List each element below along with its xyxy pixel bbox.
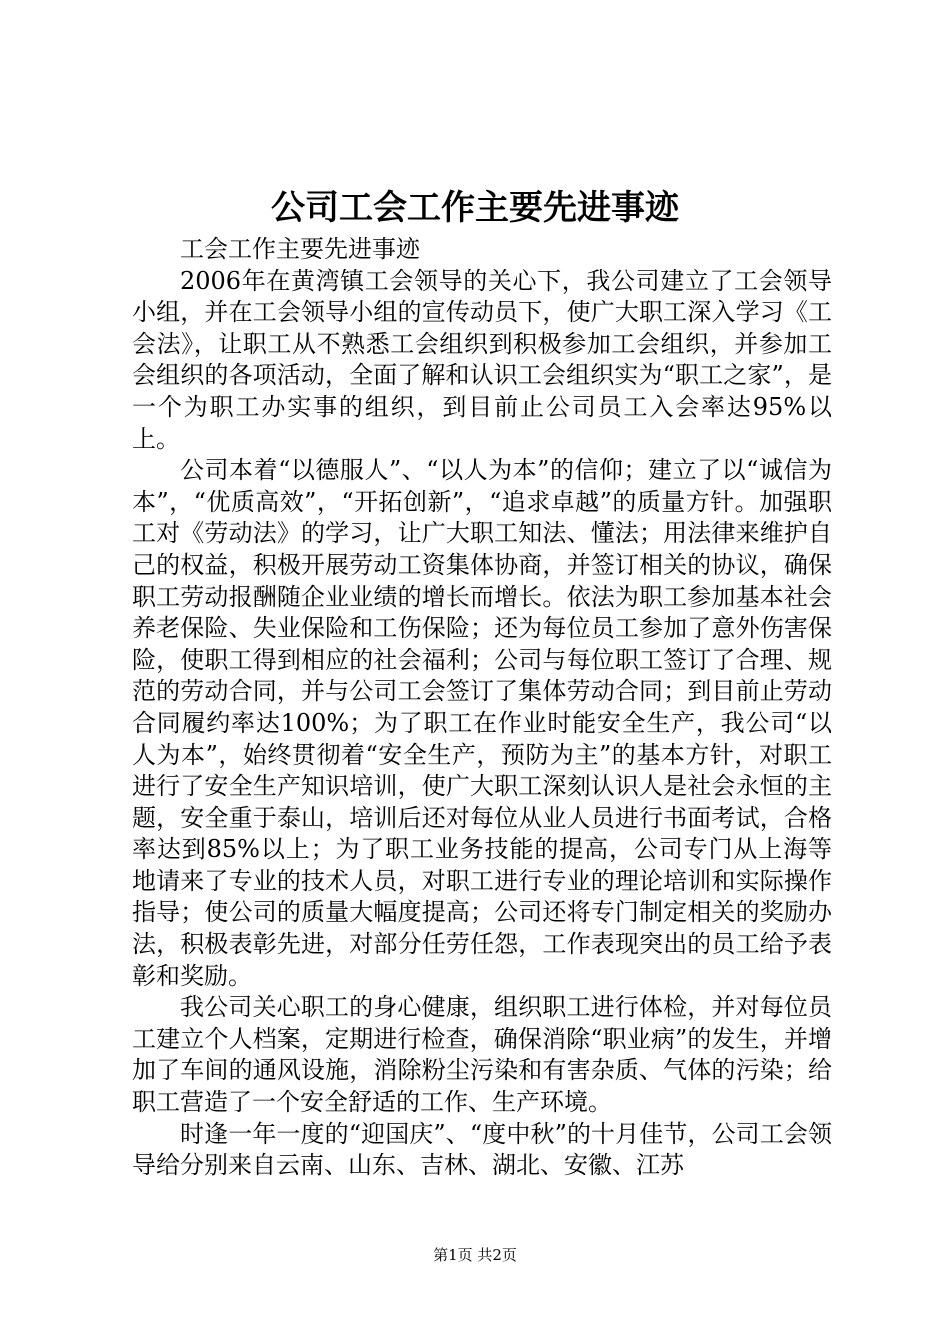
- paragraph-policy: 公司本着“以德服人”、“以人为本”的信仰；建立了以“诚信为本”，“优质高效”，“开拓创新”，“追求卓越”的质量方针。加强职工对《劳动法》的学习，让广大职工知法、懂法；用法律来维护自己的权益，积极开展劳动工资集体协商，并签订相关的协议，确保职工劳动报酬随企业业绩的增长而增长。依法为职工参加基本社会养老保险、失业保险和工伤保险；还为每位员工参加了意外伤害保险，使职工得到相应的社会福利；公司与每位职工签订了合理、规范的劳动合同，并与公司工会签订了集体劳动合同；到目前止劳动合同履约率达100%；为了职工在作业时能安全生产，我公司“以人为本”，始终贯彻着“安全生产，预防为主”的基本方针，对职工进行了安全生产知识培训，使广大职工深刻认识人是社会永恒的主题，安全重于泰山，培训后还对每位从业人员进行书面考试，合格率达到85%以上；为了职工业务技能的提高，公司专门从上海等地请来了专业的技术人员，对职工进行专业的理论培训和实际操作指导；使公司的质量大幅度提高；公司还将专门制定相关的奖励办法，积极表彰先进，对部分任劳任怨，工作表现突出的员工给予表彰和奖励。: [132, 456, 832, 990]
- document-body: [132, 234, 832, 1182]
- document-title: 公司工会工作主要先进事迹: [271, 188, 679, 228]
- paragraph-festival: 时逢一年一度的“迎国庆”、“度中秋”的十月佳节，公司工会领导给分别来自云南、山东、吉林、湖北、安徽、江苏: [132, 1119, 832, 1180]
- page-number-footer: 第1页 共2页: [433, 1246, 517, 1264]
- paragraph-intro: 2006年在黄湾镇工会领导的关心下，我公司建立了工会领导小组，并在工会领导小组的宣传动员下，使广大职工深入学习《工会法》，让职工从不熟悉工会组织到积极参加工会组织，并参加工会组织的各项活动，全面了解和认识工会组织实为“职工之家”，是一个为职工办实事的组织，到目前止公司员工入会率达95%以上。: [132, 266, 832, 453]
- paragraph-health: 我公司关心职工的身心健康，组织职工进行体检，并对每位员工建立个人档案，定期进行检查，确保消除“职业病”的发生，并增加了车间的通风设施，消除粉尘污染和有害杂质、气体的污染；给职工营造了一个安全舒适的工作、生产环境。: [132, 993, 832, 1117]
- paragraph-subtitle: 工会工作主要先进事迹: [180, 235, 420, 263]
